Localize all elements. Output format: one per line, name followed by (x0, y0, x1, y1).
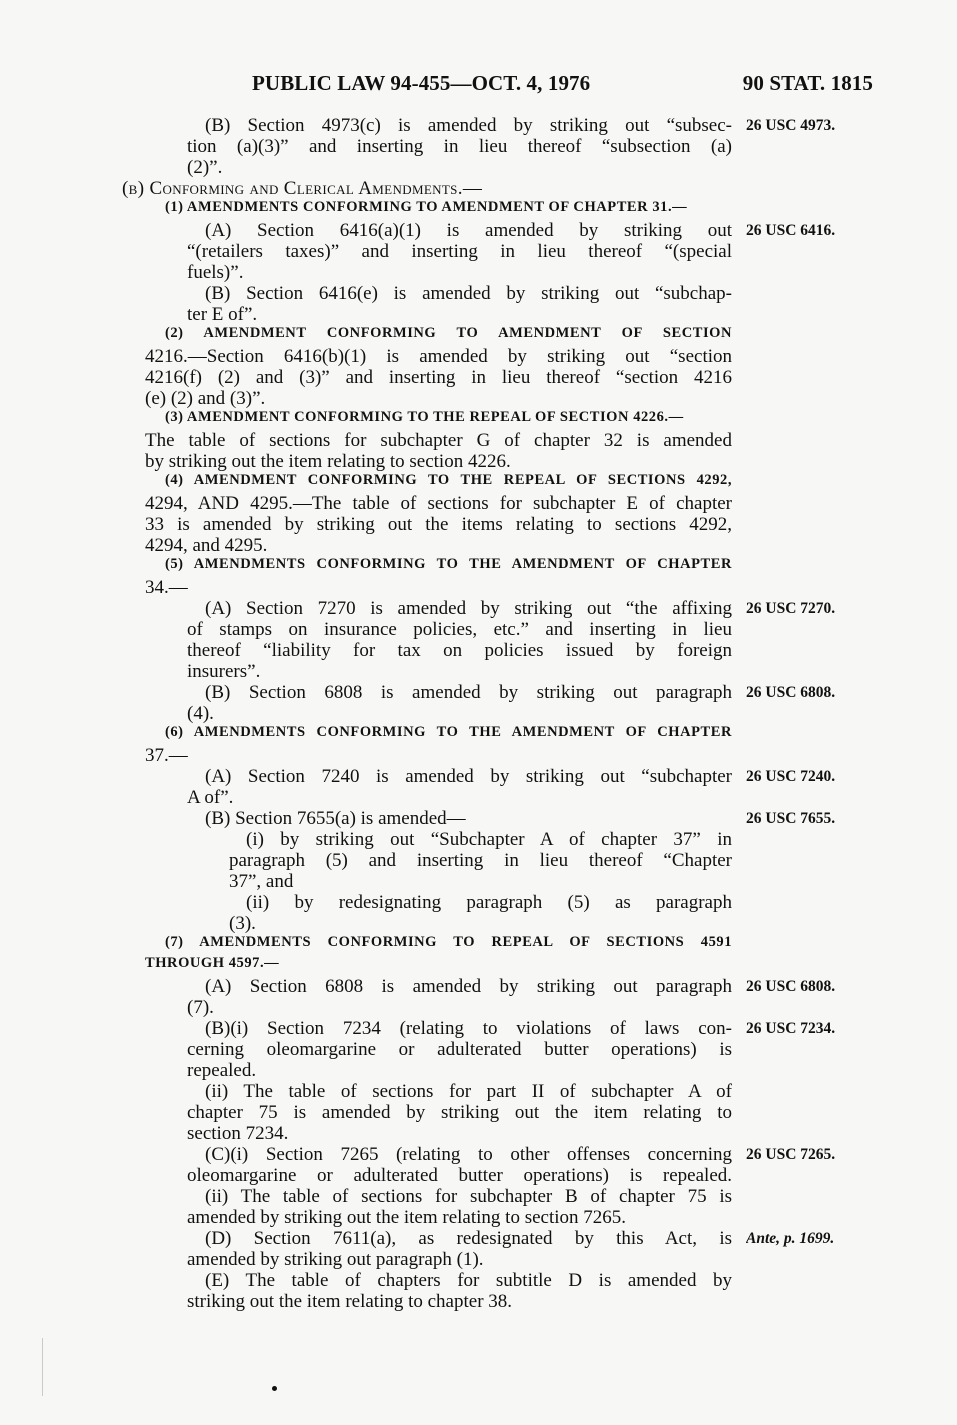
text-line-33: A of”. (187, 788, 234, 808)
text-line-44: (B)(i) Section 7234 (relating to violations of laws con- (205, 1019, 732, 1039)
text-line-16: The table of sections for subchapter G of chapter 32 is amended (145, 431, 732, 451)
text-line-27: insurers”. (187, 662, 261, 682)
margin-note-usc-7240: 26 USC 7240. (746, 769, 836, 785)
text-line-40: (7) AMENDMENTS CONFORMING TO REPEAL OF SECTIONS 4591 (165, 935, 732, 950)
text-line-50: (C)(i) Section 7265 (relating to other offenses concerning (205, 1145, 732, 1165)
text-line-12: 4216.—Section 6416(b)(1) is amended by striking out “section (145, 347, 732, 367)
text-line-25: of stamps on insurance policies, etc.” and inserting in lieu (187, 620, 732, 640)
margin-note-usc-6416: 26 USC 6416. (746, 223, 836, 239)
text-line-24: (A) Section 7270 is amended by striking out “the affixing (205, 599, 732, 619)
margin-note-usc-7234: 26 USC 7234. (746, 1021, 836, 1037)
text-line-57: striking out the item relating to chapter 38. (187, 1292, 513, 1312)
text-line-47: (ii) The table of sections for part II of subchapter A of (205, 1082, 732, 1102)
margin-note-usc-7655: 26 USC 7655. (746, 811, 836, 827)
text-line-55: amended by striking out paragraph (1). (187, 1250, 484, 1270)
text-line-51: oleomargarine or adulterated butter operations) is repealed. (187, 1166, 732, 1186)
scan-edge-mark (42, 1338, 43, 1396)
margin-note-usc-6808-second: 26 USC 6808. (746, 979, 836, 995)
text-line-38: (ii) by redesignating paragraph (5) as paragraph (246, 893, 732, 913)
text-line-28: (B) Section 6808 is amended by striking out paragraph (205, 683, 732, 703)
text-line-20: 33 is amended by striking out the items relating to sections 4292, (145, 515, 732, 535)
text-line-22: (5) AMENDMENTS CONFORMING TO THE AMENDMENT OF CHAPTER (165, 557, 732, 572)
margin-note-usc-7270: 26 USC 7270. (746, 601, 836, 617)
text-line-02: tion (a)(3)” and inserting in lieu thereof “subsection (a) (187, 137, 732, 157)
text-line-46: repealed. (187, 1061, 257, 1081)
text-line-48: chapter 75 is amended by striking out the item relating to (187, 1103, 732, 1123)
text-line-54: (D) Section 7611(a), as redesignated by this Act, is (205, 1229, 732, 1249)
text-line-19: 4294, AND 4295.—The table of sections for subchapter E of chapter (145, 494, 732, 514)
text-line-37: 37”, and (229, 872, 294, 892)
text-line-03: (2)”. (187, 158, 223, 178)
text-line-18: (4) AMENDMENT CONFORMING TO THE REPEAL OF SECTIONS 4292, (165, 473, 732, 488)
text-line-45: cerning oleomargarine or adulterated butter operations) is (187, 1040, 732, 1060)
text-line-36: paragraph (5) and inserting in lieu thereof “Chapter (229, 851, 732, 871)
text-line-26: thereof “liability for tax on policies issued by foreign (187, 641, 732, 661)
text-line-56: (E) The table of chapters for subtitle D is amended by (205, 1271, 732, 1291)
text-line-21: 4294, and 4295. (145, 536, 268, 556)
text-line-30: (6) AMENDMENTS CONFORMING TO THE AMENDMENT OF CHAPTER (165, 725, 732, 740)
text-line-52: (ii) The table of sections for subchapter B of chapter 75 is (205, 1187, 732, 1207)
running-header-left: PUBLIC LAW 94-455—OCT. 4, 1976 (252, 73, 591, 94)
text-line-35: (i) by striking out “Subchapter A of chapter 37” in (246, 830, 732, 850)
text-line-31: 37.— (145, 746, 188, 766)
margin-note-ante-reference: Ante, p. 1699. (746, 1231, 835, 1247)
text-line-04: (b) Conforming and Clerical Amendments.— (122, 179, 483, 199)
text-line-53: amended by striking out the item relating to section 7265. (187, 1208, 627, 1228)
text-line-14: (e) (2) and (3)”. (145, 389, 266, 409)
text-line-09: (B) Section 6416(e) is amended by striking out “subchap- (205, 284, 732, 304)
running-header-right: 90 STAT. 1815 (742, 73, 873, 94)
text-line-05: (1) AMENDMENTS CONFORMING TO AMENDMENT OF CHAPTER 31.— (165, 200, 688, 215)
text-line-42: (A) Section 6808 is amended by striking out paragraph (205, 977, 732, 997)
text-line-10: ter E of”. (187, 305, 258, 325)
text-line-07: “(retailers taxes)” and inserting in lieu thereof “(special (187, 242, 732, 262)
text-line-06: (A) Section 6416(a)(1) is amended by striking out (205, 221, 732, 241)
text-line-34: (B) Section 7655(a) is amended— (205, 809, 466, 829)
text-line-15: (3) AMENDMENT CONFORMING TO THE REPEAL OF SECTION 4226.— (165, 410, 684, 425)
margin-note-usc-4973: 26 USC 4973. (746, 118, 836, 134)
margin-note-usc-7265: 26 USC 7265. (746, 1147, 836, 1163)
text-line-41: THROUGH 4597.— (145, 956, 280, 971)
text-line-43: (7). (187, 998, 214, 1018)
text-line-17: by striking out the item relating to section 4226. (145, 452, 511, 472)
text-line-11: (2) AMENDMENT CONFORMING TO AMENDMENT OF SECTION (165, 326, 732, 341)
bottom-scan-dot (272, 1386, 277, 1391)
margin-note-usc-6808-first: 26 USC 6808. (746, 685, 836, 701)
text-line-39: (3). (229, 914, 256, 934)
text-line-32: (A) Section 7240 is amended by striking out “subchapter (205, 767, 732, 787)
text-line-23: 34.— (145, 578, 188, 598)
text-line-29: (4). (187, 704, 214, 724)
text-line-08: fuels)”. (187, 263, 244, 283)
text-line-13: 4216(f) (2) and (3)” and inserting in lieu thereof “section 4216 (145, 368, 732, 388)
text-line-49: section 7234. (187, 1124, 289, 1144)
text-line-01: (B) Section 4973(c) is amended by striking out “subsec- (205, 116, 732, 136)
